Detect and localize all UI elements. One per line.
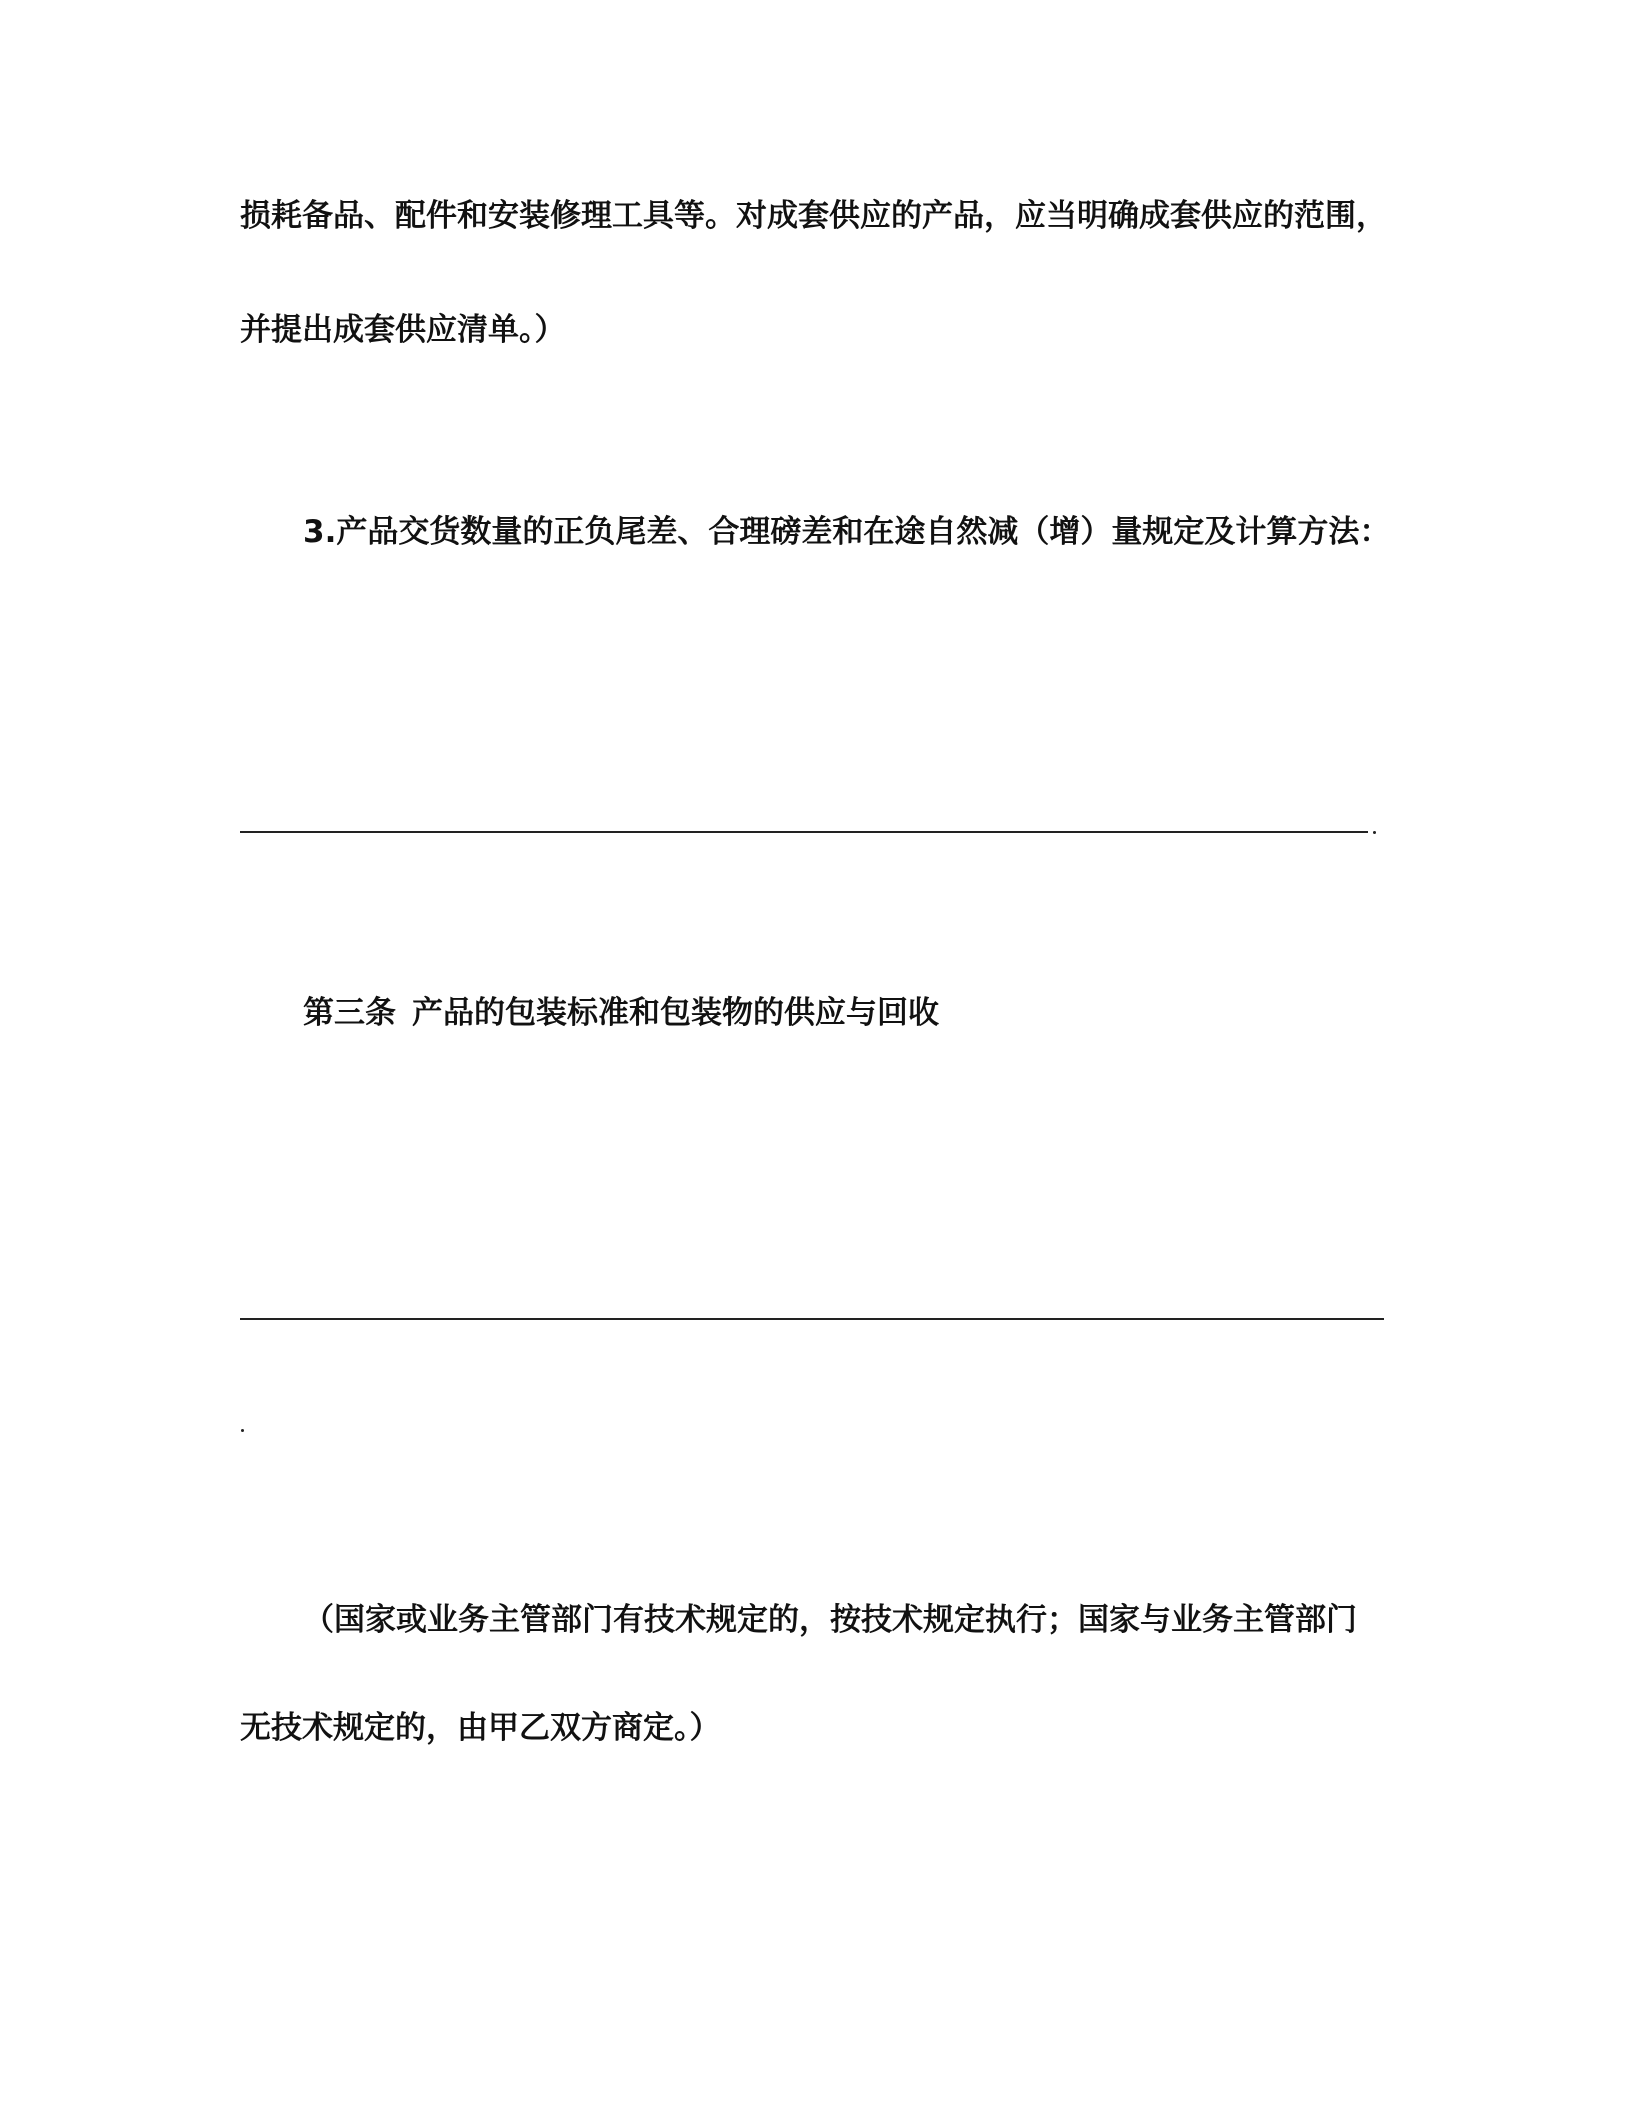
blank-period — [1373, 831, 1376, 834]
blank-underline — [240, 831, 1368, 833]
paragraph-continuation-line-1: 损耗备品、配件和安装修理工具等。对成套供应的产品，应当明确成套供应的范围， — [240, 198, 1387, 234]
fill-in-blank-item-3 — [240, 831, 1380, 835]
note-line-2: 无技术规定的，由甲乙双方商定。） — [240, 1710, 721, 1746]
blank-underline — [240, 1318, 1384, 1320]
blank-period — [241, 1429, 244, 1432]
article-3-label: 第三条 — [303, 995, 396, 1031]
paragraph-continuation-line-2: 并提出成套供应清单。） — [240, 312, 566, 348]
article-3-heading — [303, 993, 1453, 1033]
article-3-title: 产品的包装标准和包装物的供应与回收 — [412, 995, 939, 1031]
fill-in-blank-article-3 — [240, 1318, 1390, 1322]
item-3-text: 3.产品交货数量的正负尾差、合理磅差和在途自然减（增）量规定及计算方法： — [303, 514, 1391, 550]
note-line-1: （国家或业务主管部门有技术规定的，按技术规定执行；国家与业务主管部门 — [303, 1602, 1357, 1638]
